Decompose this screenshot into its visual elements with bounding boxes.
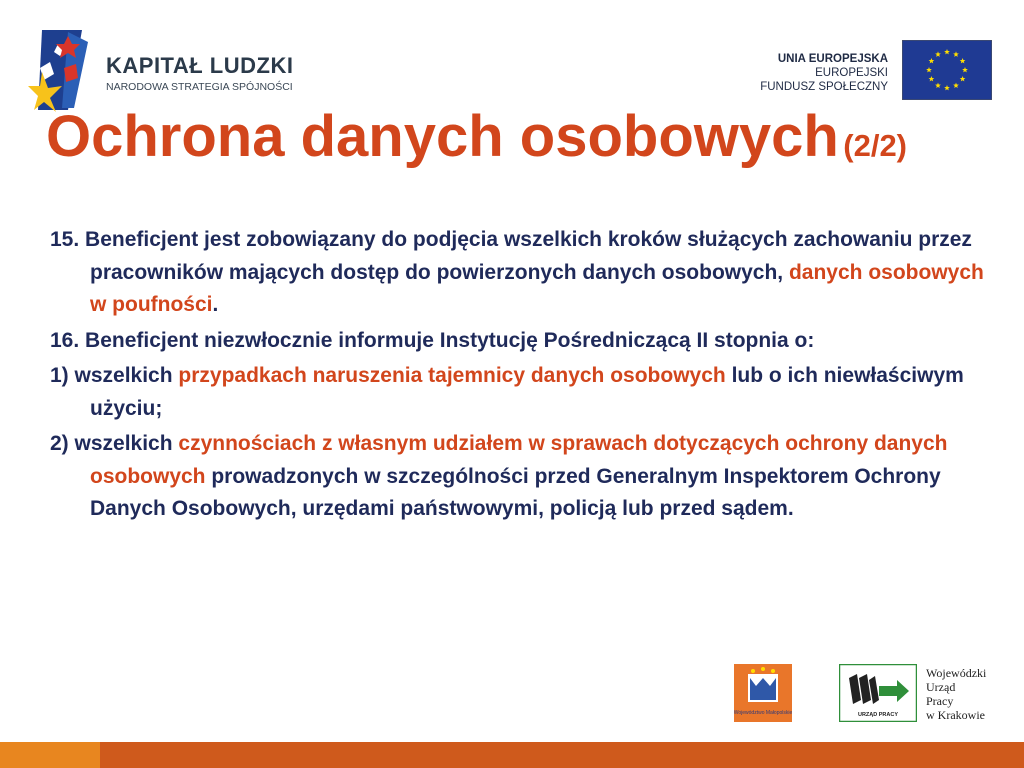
title-main: Ochrona danych osobowych: [46, 104, 839, 169]
highlighted-text: przypadkach naruszenia tajemnicy danych osobowych: [178, 364, 726, 387]
highlighted-text: czynnościach z własnym udziałem w sprawach dotyczących ochrony danych osobowych: [90, 432, 948, 488]
malopolska-logo: [734, 664, 792, 722]
paragraph-text: 15. Beneficjent jest zobowiązany do podjęcia wszelkich kroków służących zachowaniu przez pracowników mających dostęp do powierzonych danych osobowych,: [50, 228, 972, 284]
eu-line-2: EUROPEJSKI: [815, 67, 888, 79]
list-item-2: [50, 428, 998, 526]
eu-logo-text: [760, 52, 888, 94]
wup-logo-box: [839, 664, 917, 722]
wup-line-1: Wojewódzki: [926, 666, 987, 680]
wup-line-2: Urząd: [926, 680, 956, 694]
footer-bar: [0, 742, 1024, 768]
paragraph-text: lub o ich niewłaściwym użyciu;: [90, 364, 964, 420]
paragraph-text: prowadzonych w szczególności przed Generalnym Inspektorem Ochrony Danych Osobowych, urzędami państwowymi, policją lub przed sądem.: [90, 464, 941, 520]
title-part: (2/2): [843, 128, 908, 163]
list-item-1: [50, 360, 998, 425]
paragraph-text: 2) wszelkich: [50, 432, 179, 455]
malopolska-label: Województwo Małopolskie: [734, 710, 792, 716]
wup-box-label: URZĄD PRACY: [857, 712, 899, 718]
paragraph-text: .: [212, 293, 219, 316]
content-body: [50, 224, 998, 529]
highlighted-text: danych osobowych w poufności: [90, 260, 984, 316]
eu-flag-icon: [902, 40, 992, 100]
footer-bar-accent: [0, 742, 100, 768]
kapital-ludzki-subtitle: NARODOWA STRATEGIA SPÓJNOŚCI: [106, 81, 293, 93]
paragraph-text: 1) wszelkich: [50, 364, 179, 387]
eu-line-1: UNIA EUROPEJSKA: [777, 53, 888, 65]
paragraph-15: [50, 224, 998, 322]
wup-line-3: Pracy: [926, 694, 954, 708]
wup-line-4: w Krakowie: [926, 708, 985, 722]
page-title: [46, 103, 907, 170]
kapital-ludzki-emblem: [28, 30, 88, 112]
paragraph-text: 16. Beneficjent niezwłocznie informuje Instytucję Pośredniczącą II stopnia o:: [50, 328, 815, 352]
eu-line-3: FUNDUSZ SPOŁECZNY: [760, 81, 888, 93]
paragraph-16: [50, 325, 998, 358]
wup-name: [926, 666, 986, 722]
kapital-ludzki-title: KAPITAŁ LUDZKI: [106, 53, 294, 78]
